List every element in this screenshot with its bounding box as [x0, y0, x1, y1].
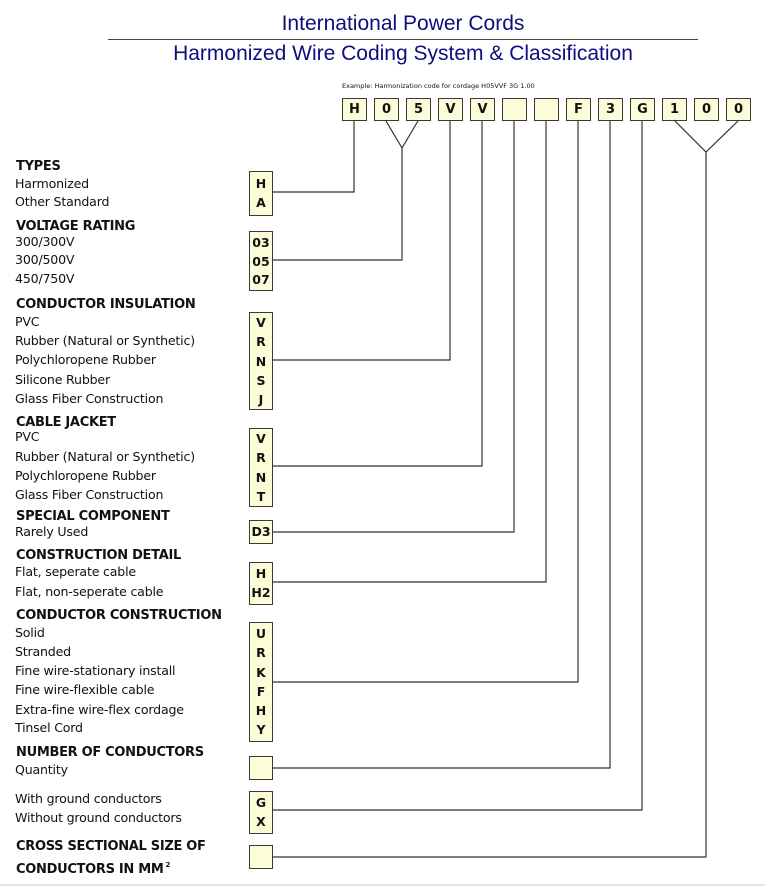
code-letter: F — [256, 683, 266, 699]
page-title: International Power Cords — [281, 12, 525, 35]
code-letter: 05 — [252, 253, 270, 269]
connector-construction-detail — [273, 121, 546, 582]
code-letter: V — [256, 431, 266, 446]
example-caption: Example: Harmonization code for cordage H05VVF 3G 1.00 — [342, 82, 535, 90]
code-box-size-1: 1 — [662, 98, 687, 121]
legend-item: Tinsel Cord — [15, 720, 83, 735]
legend-item: Rubber (Natural or Synthetic) — [15, 333, 195, 348]
code-box-voltage-1: 0 — [374, 98, 399, 121]
legend-item: Fine wire-flexible cable — [15, 682, 155, 697]
code-letter: R — [256, 645, 266, 661]
code-letter: H — [255, 176, 267, 191]
code-letter: U — [255, 626, 267, 641]
connector-jacket — [273, 121, 482, 466]
code-box-type: H — [342, 98, 367, 121]
code-box-size-2: 0 — [694, 98, 719, 121]
section-heading: VOLTAGE RATING — [16, 219, 136, 234]
legend-item: Flat, non-seperate cable — [15, 584, 164, 599]
legend-item: Harmonized — [15, 176, 89, 191]
section-heading: SPECIAL COMPONENT — [16, 509, 170, 524]
section-heading: CONSTRUCTION DETAIL — [16, 548, 181, 563]
code-letter: H2 — [251, 585, 271, 601]
code-letter: 03 — [252, 235, 270, 250]
section-heading: CONDUCTOR INSULATION — [16, 297, 196, 312]
code-letter: R — [256, 450, 266, 466]
code-list-box — [249, 520, 273, 544]
code-list-box — [249, 756, 273, 780]
connector-special-component — [273, 121, 514, 532]
section-heading: TYPES — [16, 159, 61, 174]
legend-item: PVC — [15, 314, 40, 329]
legend-item: Stranded — [15, 644, 71, 659]
page-subtitle: Harmonized Wire Coding System & Classification — [173, 42, 633, 65]
code-list-box — [249, 562, 273, 605]
code-box-insulation: V — [438, 98, 463, 121]
code-list-box — [249, 845, 273, 869]
legend-item: Glass Fiber Construction — [15, 487, 164, 502]
section-heading-line2 — [16, 858, 170, 877]
connector-voltage-fork — [386, 121, 418, 148]
legend-item: Other Standard — [15, 194, 110, 209]
code-letter: K — [256, 664, 266, 680]
code-list-box — [249, 312, 273, 410]
code-list-box — [249, 171, 273, 216]
code-list-box — [249, 428, 273, 507]
legend-item: Fine wire-stationary install — [15, 663, 176, 678]
code-letter — [250, 847, 272, 867]
legend-item: Silicone Rubber — [15, 372, 110, 387]
superscript: 2 — [165, 861, 171, 869]
code-box-number-of-conductors: 3 — [598, 98, 623, 121]
legend-item: PVC — [15, 429, 40, 444]
code-box-conductor-construction: F — [566, 98, 591, 121]
legend-item: Polychloropene Rubber — [15, 352, 156, 367]
connector-voltage — [273, 148, 402, 260]
legend-item: Solid — [15, 625, 45, 640]
legend-item: Quantity — [15, 762, 68, 777]
code-letter: J — [258, 392, 264, 408]
code-letter: Y — [256, 722, 266, 738]
legend-item: 300/300V — [15, 234, 75, 249]
legend-item: Polychloropene Rubber — [15, 468, 156, 483]
legend-item: 450/750V — [15, 271, 75, 286]
code-letter: D3 — [251, 524, 271, 539]
code-box-ground: G — [630, 98, 655, 121]
section-heading-line1: CROSS SECTIONAL SIZE OF — [16, 839, 206, 854]
section-heading: NUMBER OF CONDUCTORS — [16, 745, 204, 760]
code-box-jacket: V — [470, 98, 495, 121]
code-letter: S — [256, 372, 266, 388]
legend-item: Without ground conductors — [15, 810, 182, 825]
code-letter — [250, 758, 272, 778]
code-list-box — [249, 231, 273, 291]
legend-item: Flat, seperate cable — [15, 564, 136, 579]
section-heading: CONDUCTOR CONSTRUCTION — [16, 608, 222, 623]
code-letter: X — [256, 814, 266, 830]
connector-size-fork — [675, 121, 738, 152]
code-letter: H — [255, 566, 267, 581]
legend-item: Rubber (Natural or Synthetic) — [15, 449, 195, 464]
legend-item: Glass Fiber Construction — [15, 391, 164, 406]
connector-conductor-construction — [273, 121, 578, 682]
legend-item: Extra-fine wire-flex cordage — [15, 702, 184, 717]
code-letter: V — [256, 315, 266, 330]
code-box-voltage-2: 5 — [406, 98, 431, 121]
code-letter: A — [256, 195, 266, 211]
code-letter: N — [255, 353, 267, 369]
code-letter: T — [256, 488, 266, 504]
legend-item: 300/500V — [15, 252, 75, 267]
code-list-box — [249, 622, 273, 742]
heading-text: CONDUCTORS IN MM — [16, 862, 164, 877]
connector-size — [273, 152, 706, 857]
code-box-size-3: 0 — [726, 98, 751, 121]
legend-item: With ground conductors — [15, 791, 162, 806]
connector-number-of-conductors — [273, 121, 610, 768]
code-letter: 07 — [252, 272, 270, 287]
section-heading: CABLE JACKET — [16, 415, 116, 430]
legend-item: Rarely Used — [15, 524, 89, 539]
connector-insulation — [273, 121, 450, 360]
connector-types — [273, 121, 354, 192]
code-letter: G — [255, 795, 267, 810]
code-letter: H — [255, 703, 267, 719]
code-letter: N — [255, 469, 267, 485]
code-list-box — [249, 791, 273, 834]
code-letter: R — [256, 334, 266, 350]
